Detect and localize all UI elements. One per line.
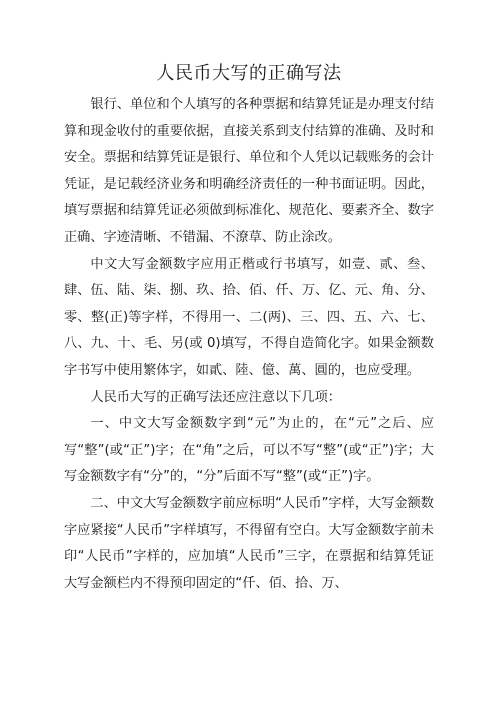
paragraph-intro: 银行、单位和个人填写的各种票据和结算凭证是办理支付结算和现金收付的重要依据，直接关系到支付结算的准确、及时和安全。票据和结算凭证是银行、单位和个人凭以记载账务的会计凭证，是记载经济业务和明确经济责任的一种书面证明。因此，填写票据和结算凭证必须做到标准化、规范化、要素齐全、数字正确、字迹清晰、不错漏、不潦草、防止涂改。 <box>64 97 434 245</box>
document-page <box>64 62 434 597</box>
paragraph-rule-one: 一、中文大写金额数字到“元”为止的，在“元”之后、应写“整”(或“正”)字；在“角”之后，可以不写“整”(或“正”)字；大写金额数字有“分”的，“分”后面不写“整”(或“正”)字。 <box>64 416 434 485</box>
paragraph-rule-two: 二、中文大写金额数字前应标明“人民币”字样，大写金额数字应紧接“人民币”字样填写，不得留有空白。大写金额数字前未印“人民币”字样的，应加填“人民币”三字，在票据和结算凭证大写金额栏内不得预印固定的“仟、佰、拾、万、 <box>64 495 434 591</box>
paragraph-notes-heading: 人民币大写的正确写法还应注意以下几项： <box>90 389 341 405</box>
document-title: 人民币大写的正确写法 <box>156 63 342 84</box>
paragraph-chinese-numerals: 中文大写金额数字应用正楷或行书填写，如壹、贰、叁、肆、伍、陆、柒、捌、玖、拾、佰、仟、万、亿、元、角、分、零、整(正)等字样，不得用一、二(两)、三、四、五、六、七、八、九、十、毛、另(或 0)填写，不得自造简化字。如果金额数字书写中使用繁体字，如貳、陸、億、萬、圓的，也应受理。 <box>64 256 434 378</box>
